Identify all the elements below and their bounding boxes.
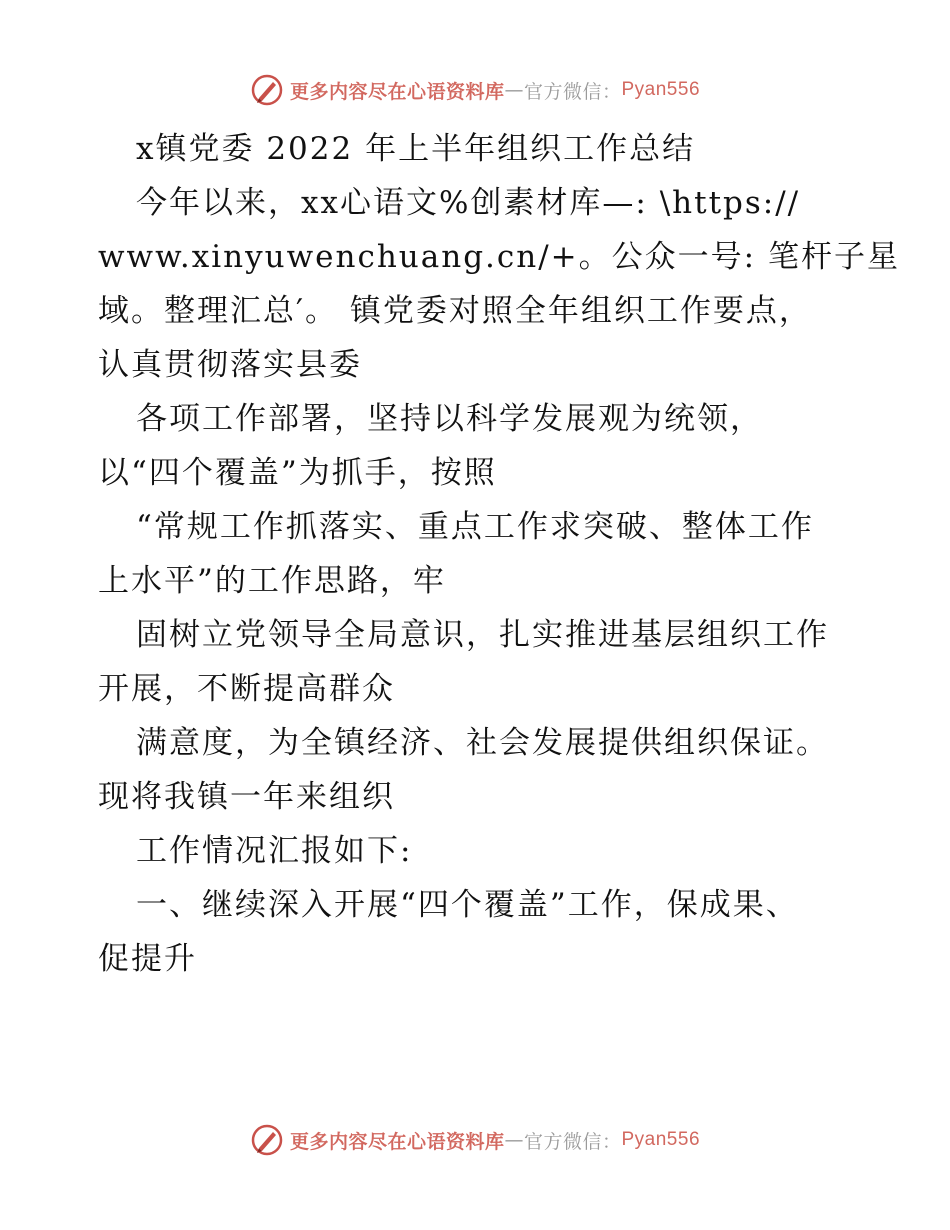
paragraph-line: 满意度，为全镇经济、社会发展提供组织保证。 [136,725,829,761]
section-heading: 一、继续深入开展“四个覆盖”工作，保成果、 [136,887,799,923]
pen-circle-logo-icon [250,1123,284,1157]
footer-watermark [0,1118,950,1162]
watermark-official-label: 官方微信： [523,80,622,103]
paragraph-line: 现将我镇一年来组织 [98,779,395,815]
watermark-account: Pyan556 [621,1129,701,1150]
watermark-separator: — [504,1129,524,1151]
pen-circle-logo-icon [250,73,284,107]
watermark-official-label: 官方微信： [523,1130,622,1153]
paragraph-line: 认真贯彻落实县委 [98,347,362,383]
header-watermark [0,68,950,112]
paragraph-line: “常规工作抓落实、重点工作求突破、整体工作 [136,509,814,545]
paragraph-line: 域。整理汇总′。 镇党委对照全年组织工作要点， [98,293,812,329]
paragraph-line: 上水平”的工作思路，牢 [98,563,446,599]
paragraph-line: 固树立党领导全局意识，扎实推进基层组织工作 [136,617,829,653]
paragraph-line: 今年以来，xx心语文%创素材库—: \https:// [136,185,801,221]
paragraph-line: 以“四个覆盖”为抓手，按照 [98,455,497,491]
paragraph-line: 工作情况汇报如下: [136,833,413,869]
paragraph-line: 各项工作部署，坚持以科学发展观为统领， [136,401,763,437]
watermark-brand: 更多内容尽在心语资料库 [289,80,505,103]
document-title: x镇党委 2022 年上半年组织工作总结 [136,131,696,167]
paragraph-line: www.xinyuwenchuang.cn/+。公众一号: 笔杆子星 [98,239,900,275]
watermark-brand: 更多内容尽在心语资料库 [289,1130,505,1153]
section-heading-continued: 促提升 [98,941,197,977]
watermark-account: Pyan556 [621,79,701,100]
document-body [98,122,900,986]
watermark-separator: — [504,79,524,101]
paragraph-line: 开展，不断提高群众 [98,671,395,707]
